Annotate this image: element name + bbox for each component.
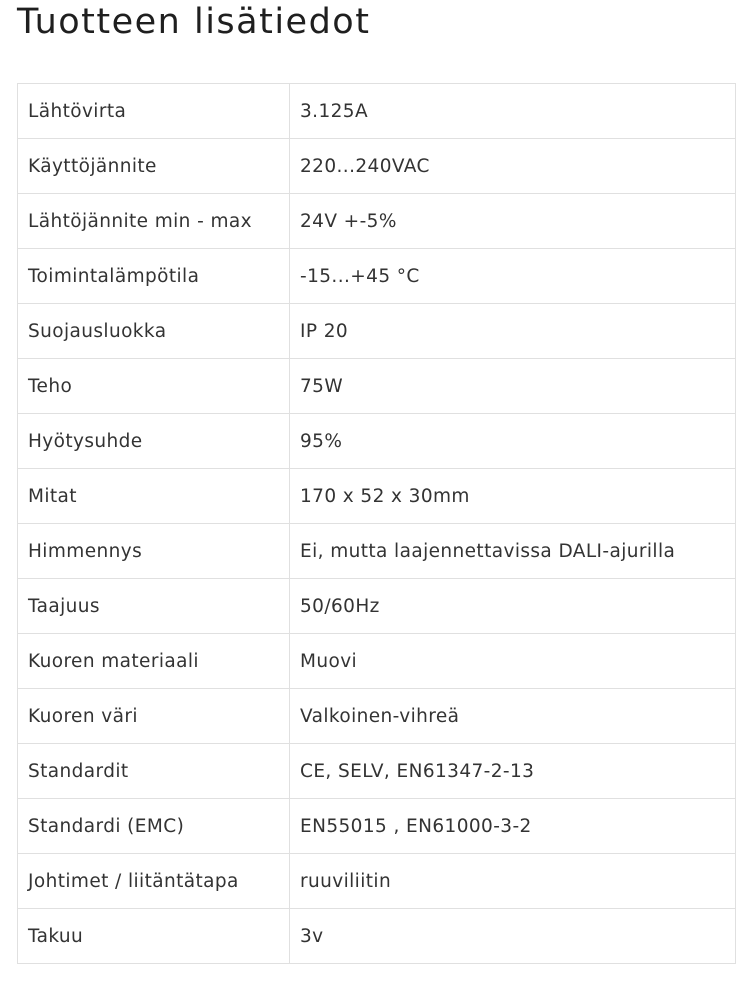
spec-label: Standardit	[18, 744, 290, 799]
table-row	[18, 304, 736, 359]
spec-label: Lähtövirta	[18, 84, 290, 139]
spec-label: Standardi (EMC)	[18, 799, 290, 854]
spec-label: Hyötysuhde	[18, 414, 290, 469]
spec-value: 3v	[290, 909, 736, 964]
product-details-table	[17, 83, 736, 964]
spec-value: 75W	[290, 359, 736, 414]
spec-label: Kuoren materiaali	[18, 634, 290, 689]
spec-label: Lähtöjännite min - max	[18, 194, 290, 249]
table-row	[18, 744, 736, 799]
table-row	[18, 634, 736, 689]
spec-label: Kuoren väri	[18, 689, 290, 744]
page-title: Tuotteen lisätiedot	[17, 2, 371, 42]
spec-label: Mitat	[18, 469, 290, 524]
table-row	[18, 689, 736, 744]
spec-value: IP 20	[290, 304, 736, 359]
table-row	[18, 909, 736, 964]
spec-value: 220...240VAC	[290, 139, 736, 194]
spec-label: Teho	[18, 359, 290, 414]
table-row	[18, 414, 736, 469]
spec-label: Taajuus	[18, 579, 290, 634]
spec-label: Takuu	[18, 909, 290, 964]
spec-label: Toimintalämpötila	[18, 249, 290, 304]
spec-label: Käyttöjännite	[18, 139, 290, 194]
spec-value: EN55015 , EN61000-3-2	[290, 799, 736, 854]
table-row	[18, 469, 736, 524]
spec-value: 170 x 52 x 30mm	[290, 469, 736, 524]
spec-value: -15...+45 °C	[290, 249, 736, 304]
table-row	[18, 249, 736, 304]
spec-value: 3.125A	[290, 84, 736, 139]
spec-value: ruuviliitin	[290, 854, 736, 909]
table-row	[18, 799, 736, 854]
table-row	[18, 84, 736, 139]
table-row	[18, 579, 736, 634]
table-row	[18, 359, 736, 414]
table-row	[18, 854, 736, 909]
spec-value: 24V +-5%	[290, 194, 736, 249]
spec-value: Valkoinen-vihreä	[290, 689, 736, 744]
spec-label: Johtimet / liitäntätapa	[18, 854, 290, 909]
spec-value: 50/60Hz	[290, 579, 736, 634]
spec-value: CE, SELV, EN61347-2-13	[290, 744, 736, 799]
spec-value: 95%	[290, 414, 736, 469]
table-row	[18, 139, 736, 194]
spec-value: Ei, mutta laajennettavissa DALI-ajurilla	[290, 524, 736, 579]
spec-label: Suojausluokka	[18, 304, 290, 359]
table-row	[18, 194, 736, 249]
table-row	[18, 524, 736, 579]
spec-label: Himmennys	[18, 524, 290, 579]
spec-value: Muovi	[290, 634, 736, 689]
